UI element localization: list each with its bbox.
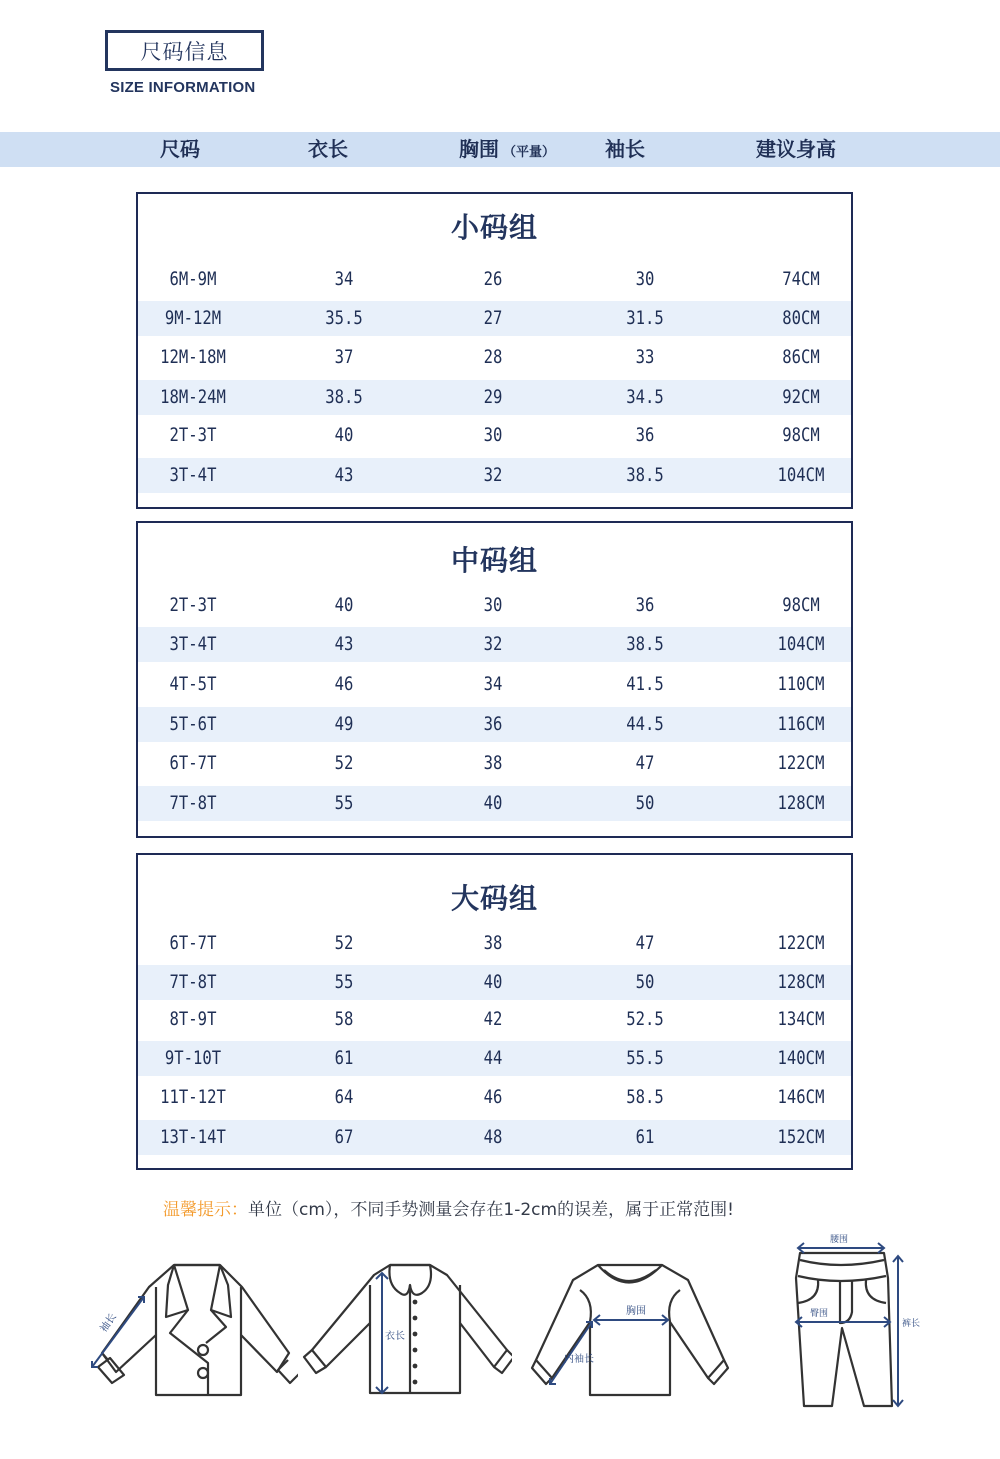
length-cell: 34 [334,268,354,290]
sleeve-cell: 33 [635,346,655,368]
measurement-tip [163,1195,734,1220]
chest-cell: 36 [483,713,503,735]
size-info-title-box [105,30,264,71]
height-cell: 98CM [782,424,820,446]
size-cell: 6M-9M [169,268,217,290]
size-group-medium [136,521,853,838]
size-group-small [136,192,853,509]
length-cell: 55 [334,792,354,814]
size-table-row [138,1041,851,1076]
size-table-row [138,1080,851,1115]
height-cell: 92CM [782,386,820,408]
height-cell: 122CM [777,932,825,954]
size-cell: 7T-8T [169,792,217,814]
chest-cell: 29 [483,386,503,408]
chest-cell: 28 [483,346,503,368]
size-cell: 4T-5T [169,673,217,695]
column-header-band [0,132,1000,167]
svg-text:胸围: 胸围 [626,1306,646,1317]
size-table-row [138,588,851,623]
size-cell: 3T-4T [169,464,217,486]
sleeve-cell: 41.5 [626,673,664,695]
svg-text:裤长: 裤长 [902,1319,921,1329]
sleeve-cell: 44.5 [626,713,664,735]
length-cell: 52 [334,932,354,954]
sleeve-cell: 47 [635,932,655,954]
length-cell: 52 [334,752,354,774]
sleeve-cell: 36 [635,594,655,616]
chest-cell: 27 [483,307,503,329]
size-table-row [138,340,851,375]
length-cell: 67 [334,1126,354,1148]
sleeve-cell: 30 [635,268,655,290]
height-cell: 98CM [782,594,820,616]
size-table-row [138,380,851,415]
column-header-length: 衣长 [308,137,348,161]
size-cell: 9M-12M [164,307,222,329]
size-cell: 11T-12T [160,1086,226,1108]
size-info-title: 尺码信息 [140,39,229,64]
size-cell: 6T-7T [169,752,217,774]
pants-diagram [780,1228,930,1413]
length-cell: 40 [334,594,354,616]
chest-cell: 40 [483,971,503,993]
height-cell: 128CM [777,971,825,993]
chest-cell: 38 [483,932,503,954]
sleeve-cell: 55.5 [626,1047,664,1069]
size-table-row [138,262,851,297]
column-header-height: 建议身高 [756,137,836,161]
size-cell: 6T-7T [169,932,217,954]
size-cell: 18M-24M [160,386,226,408]
length-cell: 40 [334,424,354,446]
size-table-row [138,965,851,1000]
height-cell: 104CM [777,633,825,655]
sleeve-cell: 50 [635,971,655,993]
size-table-row [138,418,851,453]
size-table-row [138,667,851,702]
height-cell: 74CM [782,268,820,290]
height-cell: 128CM [777,792,825,814]
svg-text:衣长: 衣长 [385,1331,405,1342]
size-cell: 7T-8T [169,971,217,993]
height-cell: 140CM [777,1047,825,1069]
height-cell: 146CM [777,1086,825,1108]
chest-cell: 32 [483,464,503,486]
size-cell: 13T-14T [160,1126,226,1148]
size-group-large [136,853,853,1170]
size-table-row [138,746,851,781]
chest-cell: 34 [483,673,503,695]
height-cell: 110CM [777,673,825,695]
group-title: 中码组 [450,544,538,577]
size-cell: 5T-6T [169,713,217,735]
size-info-subtitle: SIZE INFORMATION [110,79,256,96]
size-cell: 9T-10T [164,1047,222,1069]
size-table-row [138,1120,851,1155]
sweater-diagram [528,1260,748,1400]
sleeve-cell: 38.5 [626,633,664,655]
column-header-chest-note: （平量） [502,145,556,160]
chest-cell: 26 [483,268,503,290]
tip-label: 温馨提示： [163,1200,248,1220]
column-header-chest: 胸围 （平量） [458,137,556,161]
sleeve-cell: 36 [635,424,655,446]
shirt-icon [302,1255,512,1400]
sleeve-cell: 50 [635,792,655,814]
sweater-icon [528,1260,748,1400]
length-cell: 43 [334,464,354,486]
size-table-row [138,1002,851,1037]
svg-text:腰围: 腰围 [830,1235,849,1245]
chest-cell: 30 [483,594,503,616]
sleeve-cell: 52.5 [626,1008,664,1030]
height-cell: 86CM [782,346,820,368]
height-cell: 134CM [777,1008,825,1030]
height-cell: 122CM [777,752,825,774]
sleeve-cell: 38.5 [626,464,664,486]
sleeve-cell: 34.5 [626,386,664,408]
chest-cell: 30 [483,424,503,446]
length-cell: 64 [334,1086,354,1108]
size-table-row [138,926,851,961]
jacket-diagram [78,1255,298,1400]
length-cell: 43 [334,633,354,655]
size-cell: 8T-9T [169,1008,217,1030]
svg-text:袖长: 袖长 [98,1311,119,1335]
shirt-diagram [302,1255,512,1400]
length-cell: 35.5 [325,307,363,329]
chest-cell: 38 [483,752,503,774]
chest-cell: 48 [483,1126,503,1148]
size-cell: 12M-18M [160,346,226,368]
size-cell: 2T-3T [169,424,217,446]
pants-icon [780,1228,930,1413]
size-table-row [138,458,851,493]
size-table-row [138,786,851,821]
length-cell: 38.5 [325,386,363,408]
group-title: 小码组 [450,211,538,244]
height-cell: 104CM [777,464,825,486]
chest-cell: 40 [483,792,503,814]
group-title: 大码组 [450,882,538,915]
length-cell: 61 [334,1047,354,1069]
column-header-sleeve: 袖长 [605,137,645,161]
sleeve-cell: 31.5 [626,307,664,329]
length-cell: 58 [334,1008,354,1030]
height-cell: 80CM [782,307,820,329]
length-cell: 49 [334,713,354,735]
length-cell: 46 [334,673,354,695]
sleeve-cell: 47 [635,752,655,774]
jacket-icon [78,1255,298,1400]
size-table-row [138,301,851,336]
size-cell: 3T-4T [169,633,217,655]
size-table-row [138,627,851,662]
column-header-size: 尺码 [160,137,200,161]
svg-text:臀围: 臀围 [810,1309,829,1319]
sleeve-cell: 58.5 [626,1086,664,1108]
size-cell: 2T-3T [169,594,217,616]
chest-cell: 42 [483,1008,503,1030]
size-table-row [138,707,851,742]
svg-text:内袖长: 内袖长 [564,1354,594,1365]
length-cell: 37 [334,346,354,368]
height-cell: 116CM [777,713,825,735]
chest-cell: 46 [483,1086,503,1108]
chest-cell: 44 [483,1047,503,1069]
chest-cell: 32 [483,633,503,655]
height-cell: 152CM [777,1126,825,1148]
tip-text: 单位（cm），不同手势测量会存在1-2cm的误差，属于正常范围! [248,1200,734,1220]
sleeve-cell: 61 [635,1126,655,1148]
length-cell: 55 [334,971,354,993]
